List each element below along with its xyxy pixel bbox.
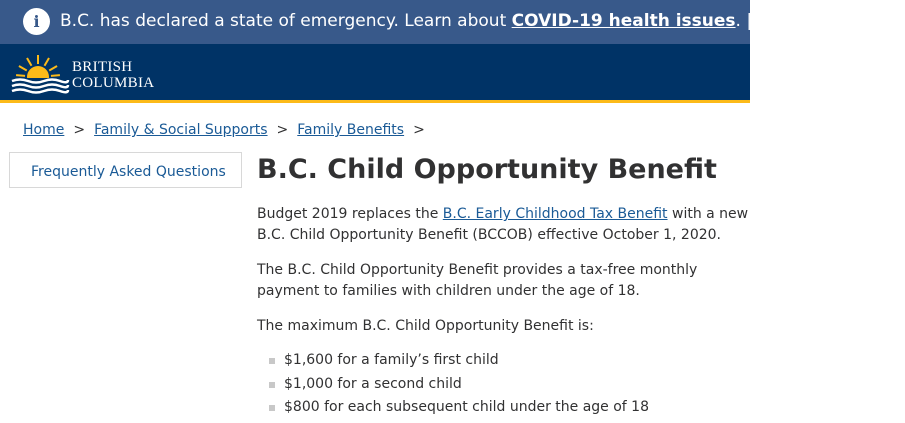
logo-line-2: COLUMBIA	[72, 75, 155, 91]
breadcrumb-separator: >	[413, 122, 425, 138]
list-item-text: $800 for each subsequent child under the age of 18	[284, 399, 649, 415]
breadcrumb-separator: >	[73, 122, 86, 138]
list-item-text: $1,600 for a family’s first child	[284, 352, 499, 368]
list-item-text: $1,000 for a second child	[284, 375, 462, 392]
breadcrumb-home[interactable]: Home	[23, 122, 65, 138]
list-item	[269, 373, 649, 397]
list-item	[269, 349, 649, 373]
bullet-icon	[269, 405, 275, 411]
bc-logo[interactable]	[10, 51, 170, 95]
covid-health-link[interactable]: COVID-19 health issues	[511, 11, 736, 31]
alert-separator: . |	[735, 11, 758, 31]
breadcrumb-separator: >	[276, 122, 289, 138]
side-navigation	[9, 152, 242, 188]
early-childhood-tax-benefit-link[interactable]: B.C. Early Childhood Tax Benefit	[442, 206, 668, 222]
main-content	[257, 152, 750, 415]
breadcrumb-family-benefits[interactable]: Family Benefits	[297, 122, 405, 138]
info-icon: i	[23, 8, 50, 35]
alert-text	[60, 11, 905, 31]
alert-banner	[0, 0, 905, 44]
logo-text	[72, 59, 154, 91]
breadcrumb	[23, 122, 434, 138]
bullet-icon	[269, 382, 275, 388]
site-header	[0, 44, 750, 103]
benefit-amounts-list	[269, 349, 649, 420]
sidenav-faq-link[interactable]: Frequently Asked Questions	[31, 164, 226, 180]
list-item	[269, 396, 649, 420]
bullet-icon	[269, 358, 275, 364]
page-title: B.C. Child Opportunity Benefit	[257, 154, 717, 185]
intro-paragraph	[257, 204, 750, 246]
benefit-description: The B.C. Child Opportunity Benefit provides a tax-free monthly payment to families with children under the age of 18.	[257, 262, 698, 299]
intro-text-before: Budget 2019 replaces the	[257, 206, 443, 222]
bc-response-link[interactable]: B.C.'s response	[757, 11, 905, 31]
maximum-benefit-intro: The maximum B.C. Child Opportunity Benefit is:	[257, 318, 594, 334]
logo-line-1: BRITISH	[72, 59, 133, 75]
alert-message: B.C. has declared a state of emergency. Learn about	[60, 11, 512, 31]
intro-text-after: with a new B.C. Child Opportunity Benefit (BCCOB) effective October 1, 2020.	[257, 206, 749, 243]
bc-sun-logo-icon	[10, 51, 70, 95]
breadcrumb-family-social-supports[interactable]: Family & Social Supports	[94, 122, 268, 138]
